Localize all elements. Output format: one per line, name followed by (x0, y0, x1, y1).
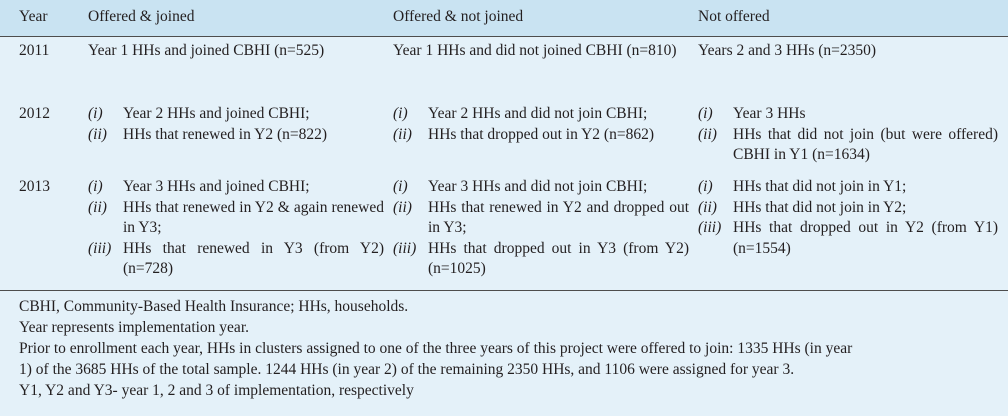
item-text: HHs that did not join in Y1; (733, 178, 907, 195)
item-number: (iii) (88, 239, 112, 257)
header-offered-joined: Offered & joined (88, 8, 195, 25)
footnote: 1) of the 3685 HHs of the total sample. 1244 HHs (in year 2) of the remaining 2350 HHs, and 1106 were assigned for year 3. (19, 361, 795, 378)
cell-offered-joined (88, 177, 384, 280)
item-text: HHs that renewed in Y2 and dropped out in Y3; (428, 198, 689, 236)
item-text: Year 3 HHs and did not join CBHI; (428, 178, 648, 195)
cell-not-offered (698, 104, 998, 166)
item-text: Year 2 HHs and joined CBHI; (123, 105, 310, 122)
list-item (393, 198, 689, 239)
footnote: Y1, Y2 and Y3- year 1, 2 and 3 of implementation, respectively (19, 382, 414, 399)
footnote: CBHI, Community-Based Health Insurance; HHs, households. (19, 298, 409, 315)
item-number: (ii) (698, 125, 717, 143)
list-item (698, 104, 998, 125)
header-rule (0, 36, 1008, 37)
list-item (393, 177, 689, 198)
list-item (88, 239, 384, 280)
cell-not-offered (698, 177, 998, 259)
list-item (88, 104, 384, 125)
item-text: HHs that renewed in Y2 (n=822) (123, 125, 328, 143)
list-item (698, 218, 998, 259)
item-text: Year 3 HHs and joined CBHI; (123, 178, 310, 195)
row-year: 2011 (19, 42, 50, 59)
item-number: (i) (698, 178, 713, 195)
item-text: HHs that renewed in Y2 & again renewed in Y3; (123, 198, 384, 236)
item-number: (ii) (393, 125, 412, 143)
cell-offered-not-joined (393, 41, 689, 62)
item-text: HHs that dropped out in Y2 (from Y1) (n=1554) (733, 219, 998, 257)
item-text: HHs that renewed in Y3 (from Y2) (n=728) (123, 239, 384, 277)
item-text: HHs that dropped out in Y2 (n=862) (428, 125, 654, 143)
footnote: Prior to enrollment each year, HHs in clusters assigned to one of the three years of this project were offered to join: 1335 HHs (in year (19, 340, 853, 357)
list-item (698, 125, 998, 166)
header-year: Year (19, 8, 48, 25)
list-item (88, 198, 384, 239)
item-text: HHs that did not join in Y2; (733, 198, 907, 216)
item-text: HHs that did not join (but were offered) CBHI in Y1 (n=1634) (733, 125, 998, 163)
header-offered-not-joined: Offered & not joined (393, 8, 524, 25)
item-text: HHs that dropped out in Y3 (from Y2) (n=1025) (428, 239, 689, 277)
cell-not-offered (698, 41, 998, 62)
cell-offered-not-joined (393, 177, 689, 280)
list-item (393, 125, 689, 146)
cell-text: Years 2 and 3 HHs (n=2350) (698, 42, 877, 59)
item-number: (iii) (698, 219, 722, 236)
cell-text: Year 1 HHs and did not joined CBHI (n=810) (393, 42, 677, 59)
list-item (88, 177, 384, 198)
item-number: (i) (393, 178, 408, 195)
item-text: Year 2 HHs and did not join CBHI; (428, 105, 648, 122)
item-number: (i) (393, 105, 408, 122)
footnote: Year represents implementation year. (19, 319, 249, 336)
item-number: (i) (698, 105, 713, 122)
list-item (393, 239, 689, 280)
item-number: (i) (88, 105, 103, 122)
item-number: (ii) (698, 198, 717, 216)
item-number: (ii) (88, 198, 107, 216)
row-year: 2012 (19, 105, 50, 122)
cell-offered-joined (88, 41, 384, 62)
row-year: 2013 (19, 178, 50, 195)
list-item (393, 104, 689, 125)
item-number: (i) (88, 178, 103, 195)
list-item (698, 177, 998, 198)
header-not-offered: Not offered (698, 8, 770, 25)
table-header (0, 0, 1008, 36)
item-number: (iii) (393, 239, 417, 257)
item-text: Year 3 HHs (733, 105, 806, 122)
cell-offered-joined (88, 104, 384, 145)
item-number: (ii) (393, 198, 412, 216)
list-item (698, 198, 998, 219)
item-number: (ii) (88, 125, 107, 143)
cell-offered-not-joined (393, 104, 689, 145)
list-item (88, 125, 384, 146)
table-footnotes (0, 291, 1008, 416)
cell-text: Year 1 HHs and joined CBHI (n=525) (88, 42, 325, 59)
